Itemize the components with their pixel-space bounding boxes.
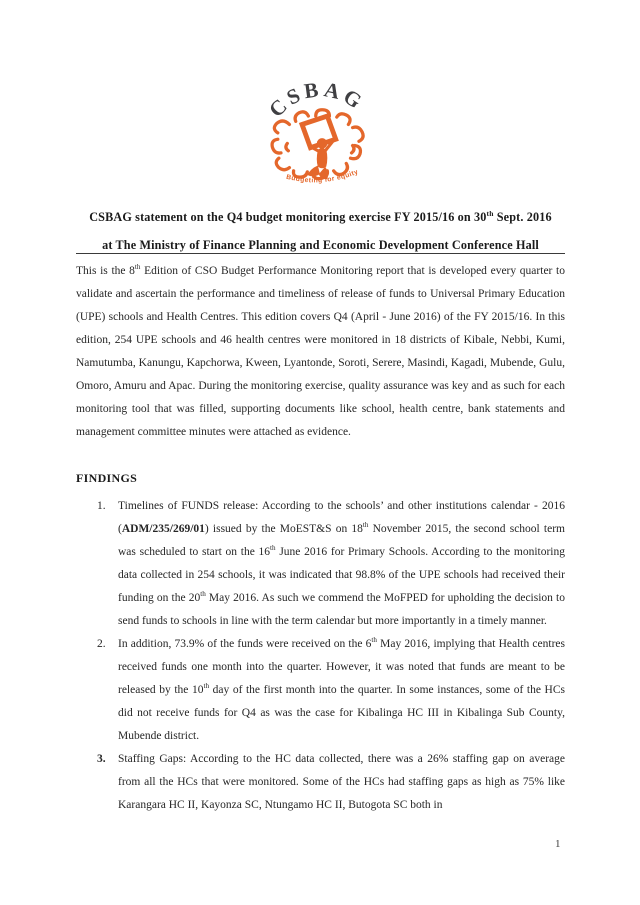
logo-wordmark: CSBAG — [264, 77, 370, 122]
findings-heading: FINDINGS — [76, 471, 138, 485]
item-text: In addition, 73.9% of the funds were received on the 6th May 2016, implying that Health centres received funds one month into the quarter. However, it was noted that funds are meant to be released by the 10th day of the first month into the quarter. In some instances, some of the HCs did not receive funds for Q4 as was the case for Kibalinga HC III in Kibalinga Sub County, Mubende district. — [118, 636, 565, 742]
logo-tagline: Budgeting for equity — [285, 168, 360, 185]
csbag-logo — [264, 76, 378, 194]
finding-item-1 — [97, 495, 565, 633]
intro-paragraph: This is the 8th Edition of CSO Budget Performance Monitoring report that is developed every quarter to validate and ascertain the performance and timeliness of release of funds to Universal Primary Education (UPE) schools and Health Centres. This edition covers Q4 (April - June 2016) of the FY 2015/16. In this edition, 254 UPE schools and 46 health centres were monitored in 18 districts of Kibale, Nebbi, Kumi, Namutumba, Kanungu, Kapchorwa, Kween, Lyantonde, Soroti, Serere, Masindi, Kagadi, Mubende, Gulu, Omoro, Amuru and Apac. During the monitoring exercise, quality assurance was key and as such for each monitoring tool that was filled, supporting documents like school, health centre, bank statements and management committee minutes were attached as evidence. — [76, 263, 565, 438]
item-number: 1. — [97, 500, 106, 512]
finding-item-2 — [97, 633, 565, 748]
page-number: 1 — [555, 838, 561, 850]
title-line-2: at The Ministry of Finance Planning and Economic Development Conference Hall — [102, 238, 539, 252]
item-text: Timelines of FUNDS release: According to the schools’ and other institutions calendar - 2016 (ADM/235/269/01) issued by the MoEST&S on 18th November 2015, the second school term was scheduled to start on the 16th June 2016 for Primary Schools. According to the monitoring data collected in 254 schools, it was indicated that 98.8% of the UPE schools had received their funding on the 20th May 2016. As such we commend the MoFPED for upholding the decision to send funds to schools in line with the term calendar but more importantly in a timely manner. — [118, 500, 565, 627]
item-text: Staffing Gaps: According to the HC data collected, there was a 26% staffing gap on average from all the HCs that were monitored. Some of the HCs had staffing gaps as high as 75% like Karangara HC II, Kayonza SC, Ntungamo HC II, Butogota SC both in — [118, 753, 565, 811]
item-number: 2. — [97, 638, 106, 650]
document-title — [70, 203, 571, 259]
title-line-1: CSBAG statement on the Q4 budget monitoring exercise FY 2015/16 on 30th Sept. 2016 — [89, 208, 552, 224]
title-divider — [76, 253, 565, 254]
findings-list — [97, 495, 565, 817]
item-number: 3. — [97, 753, 106, 765]
finding-item-3 — [97, 748, 565, 817]
